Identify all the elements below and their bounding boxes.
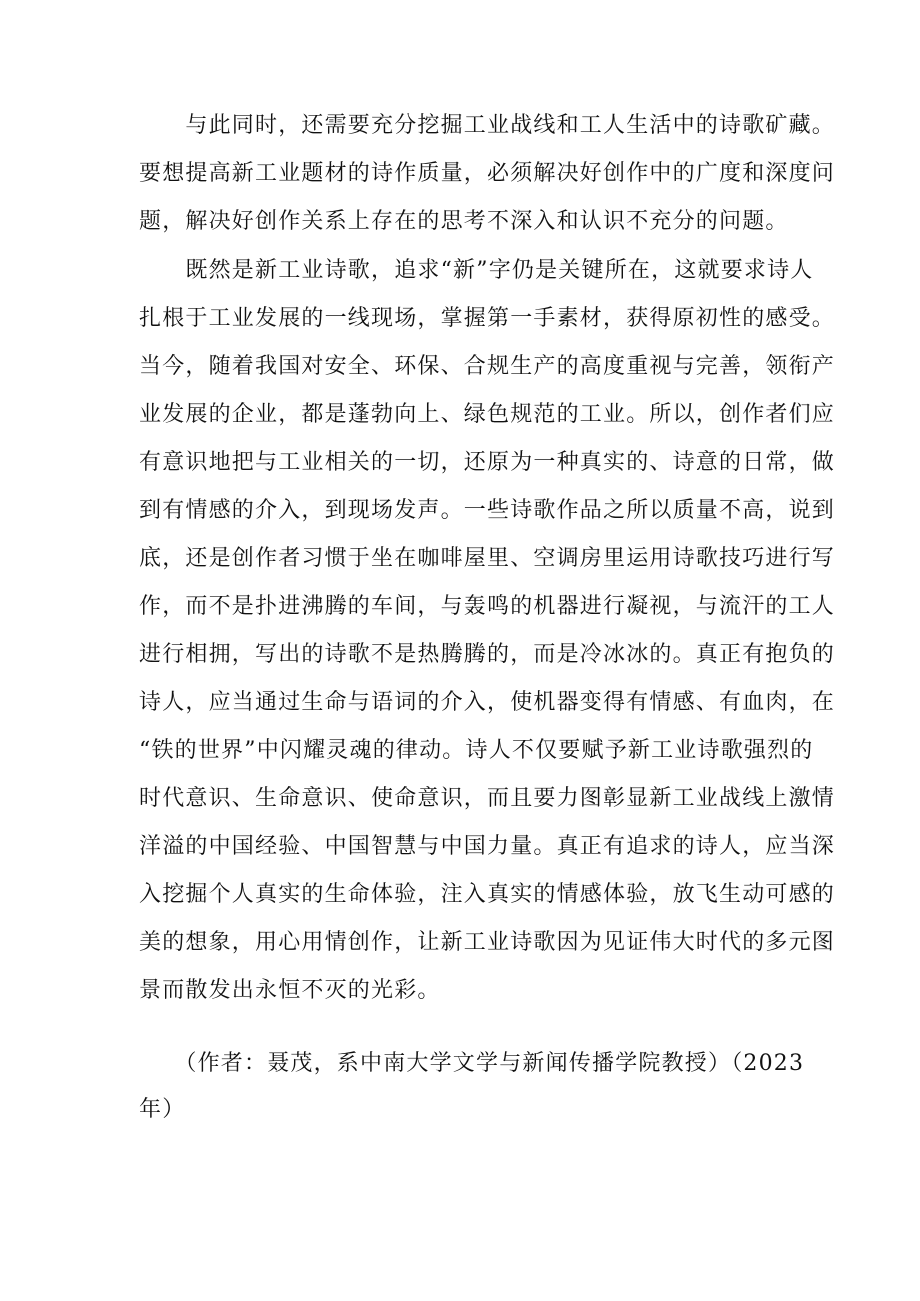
paragraph-line: 入挖掘个人真实的生命体验，注入真实的情感体验，放飞生动可感的: [139, 882, 836, 907]
paragraph-line: 底，还是创作者习惯于坐在咖啡屋里、空调房里运用诗歌技巧进行写: [139, 546, 836, 571]
paragraph-line: 当今，随着我国对安全、环保、合规生产的高度重视与完善，领衔产: [139, 354, 836, 379]
author-note-line: （作者：聂茂，系中南大学文学与新闻传播学院教授）（2023: [139, 1051, 805, 1076]
paragraph-line: 美的想象，用心用情创作，让新工业诗歌因为见证伟大时代的多元图: [139, 930, 836, 955]
paragraph-line: 时代意识、生命意识、使命意识，而且要力图彰显新工业战线上激情: [139, 786, 836, 811]
paragraph-line: 洋溢的中国经验、中国智慧与中国力量。真正有追求的诗人，应当深: [139, 834, 836, 859]
paragraph-line: 有意识地把与工业相关的一切，还原为一种真实的、诗意的日常，做: [139, 450, 836, 475]
paragraph-line: 与此同时，还需要充分挖掘工业战线和工人生活中的诗歌矿藏。: [139, 113, 836, 138]
paragraph-line: 扎根于工业发展的一线现场，掌握第一手素材，获得原初性的感受。: [139, 306, 836, 331]
paragraph-2: [139, 247, 836, 1015]
paragraph-line: 进行相拥，写出的诗歌不是热腾腾的，而是冷冰冰的。真正有抱负的: [139, 642, 836, 667]
author-note-line: 年）: [139, 1097, 186, 1122]
paragraph-line: “铁的世界”中闪耀灵魂的律动。诗人不仅要赋予新工业诗歌强烈的: [139, 738, 814, 763]
paragraph-line: 既然是新工业诗歌，追求“新”字仍是关键所在，这就要求诗人: [139, 258, 814, 283]
paragraph-line: 作，而不是扑进沸腾的车间，与轰鸣的机器进行凝视，与流汗的工人: [139, 594, 836, 619]
paragraph-line: 到有情感的介入，到现场发声。一些诗歌作品之所以质量不高，说到: [139, 498, 836, 523]
paragraph-line: 题，解决好创作关系上存在的思考不深入和认识不充分的问题。: [139, 209, 789, 234]
paragraph-line: 要想提高新工业题材的诗作质量，必须解决好创作中的广度和深度问: [139, 161, 836, 186]
paragraph-line: 景而散发出永恒不灭的光彩。: [139, 978, 441, 1003]
author-note: [139, 1041, 805, 1133]
paragraph-line: 诗人，应当通过生命与语词的介入，使机器变得有情感、有血肉，在: [139, 690, 836, 715]
paragraph-line: 业发展的企业，都是蓬勃向上、绿色规范的工业。所以，创作者们应: [139, 402, 836, 427]
paragraph-1: [139, 102, 836, 246]
